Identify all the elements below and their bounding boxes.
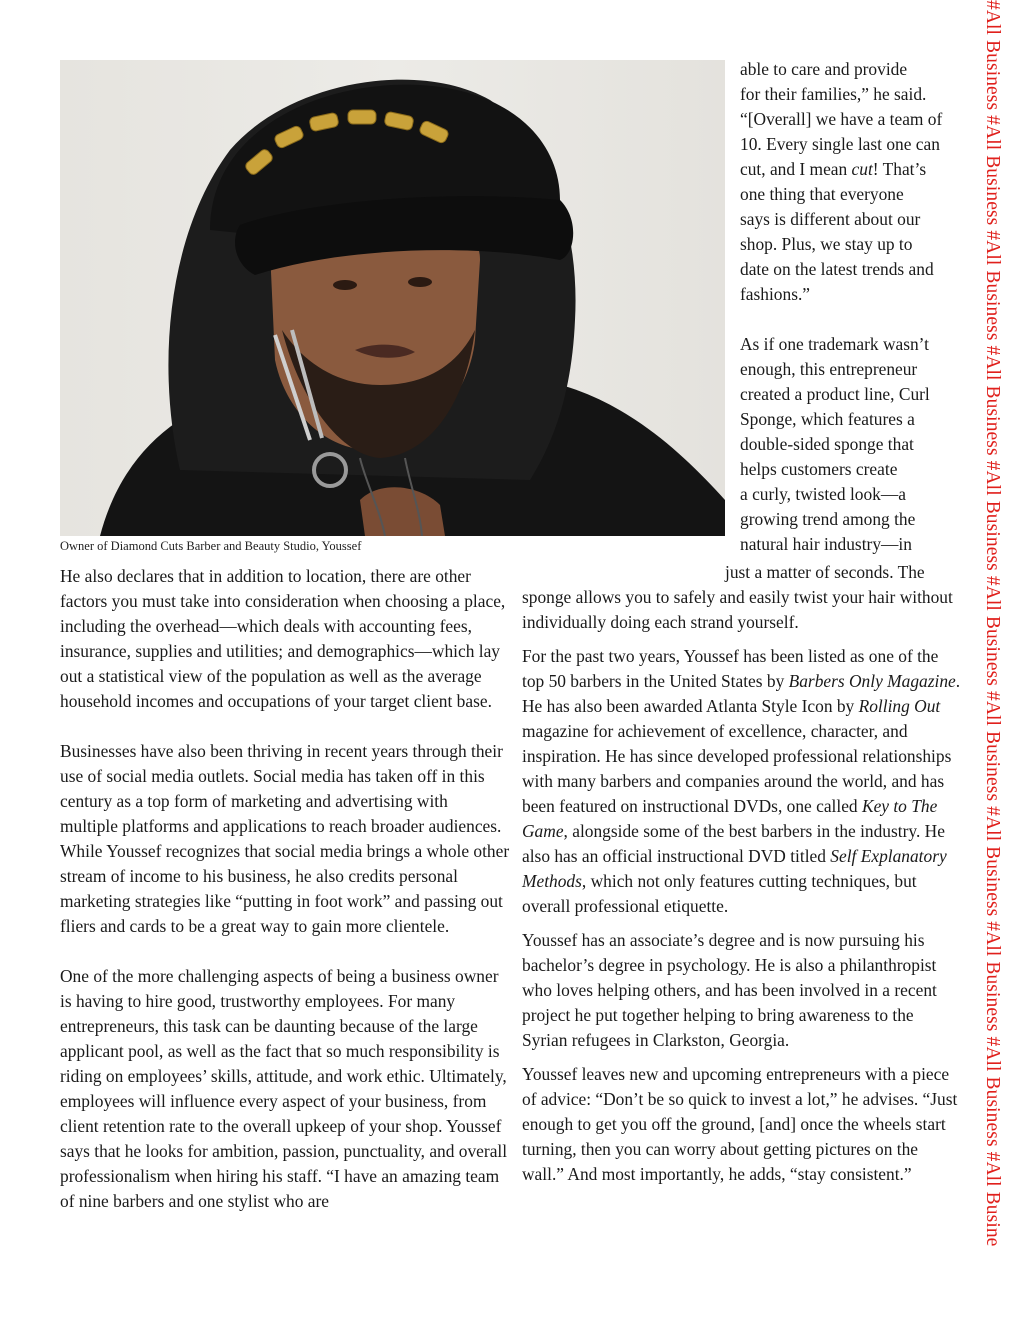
paragraph: Youssef leaves new and upcoming entrepreneurs with a piece of advice: “Don’t be so quick to invest a lot,” he advises. “Just enough to get you off the ground, [and] once the wheels start turning, then you can worry about getting pictures on the wall.” And most importantly, he adds, “stay consistent.” xyxy=(522,1064,958,1184)
text-fragment: cut, and I mean xyxy=(740,159,852,179)
portrait-illustration xyxy=(60,60,725,536)
paragraph: sponge allows you to safely and easily twist your hair without individually doing each strand yourself. xyxy=(522,587,953,632)
text-line: shop. Plus, we stay up to xyxy=(740,234,913,254)
section-sidebar xyxy=(980,0,1004,1325)
text-line: 10. Every single last one can xyxy=(740,134,940,154)
sidebar-label: #All Business #All Business #All Business #All Business #All Business #All Business #All Business #All Business #All Business #All Business #All Busine xyxy=(982,0,1003,1247)
text-line: says is different about our xyxy=(740,209,921,229)
photo-caption: Owner of Diamond Cuts Barber and Beauty Studio, Youssef xyxy=(60,539,362,553)
paragraph: Businesses have also been thriving in recent years through their use of social media outlets. Social media has taken off in this century as a top form of marketing and advertising with multiple platforms and applications to reach broader audiences. While Youssef recognizes that social media brings a whole other stream of income to his business, he also credits personal marketing strategies like “putting in foot work” and passing out fliers and cards to be a great way to gain more clientele. xyxy=(60,741,510,936)
right-column-main xyxy=(522,585,962,1187)
text-fragment: , which not only features cutting techniques, but overall professional etiquette. xyxy=(522,871,917,916)
paragraph xyxy=(522,644,962,919)
text-line: “[Overall] we have a team of xyxy=(740,109,943,129)
text-line: a curly, twisted look—a xyxy=(740,484,906,504)
emphasis-cut: cut xyxy=(851,159,873,179)
text-line: growing trend among the xyxy=(740,509,916,529)
text-fragment: , alongside some of the best barbers in the industry. He also has an official instructional DVD titled xyxy=(522,821,945,866)
title-key-to-the-game: Key to The Game xyxy=(522,796,938,841)
text-line: for their families,” he said. xyxy=(740,84,927,104)
text-fragment: magazine for achievement of excellence, character, and inspiration. He has since developed professional relationships with many barbers and companies around the world, and has been featured on instructional DVDs, one called xyxy=(522,721,952,816)
text-line: date on the latest trends and xyxy=(740,259,934,279)
paragraph: Youssef has an associate’s degree and is now pursuing his bachelor’s degree in psychology. He is also a philanthropist who loves helping others, and has been involved in a recent project he put together helping to bring awareness to the Syrian refugees in Clarkston, Georgia. xyxy=(522,930,937,1050)
title-rolling-out: Rolling Out xyxy=(858,696,941,716)
text-line: one thing that everyone xyxy=(740,184,904,204)
text-line: enough, this entrepreneur xyxy=(740,359,918,379)
text-line: able to care and provide xyxy=(740,59,908,79)
paragraph: He also declares that in addition to location, there are other factors you must take into consideration when choosing a place, including the overhead—which deals with accounting fees, insurance, supplies and utilities; and demographics—which lay out a statistical view of the population as well as the average household incomes and occupations of your target client base. xyxy=(60,566,506,711)
text-line: As if one trademark wasn’t xyxy=(740,334,929,354)
text-fragment: For the past two years, Youssef has been listed as one of the top 50 barbers in the United States by xyxy=(522,646,939,691)
text-line: fashions.” xyxy=(740,284,811,304)
left-column xyxy=(60,564,510,1214)
text-line: natural hair industry—in xyxy=(740,534,912,554)
text-line-wrap: just a matter of seconds. The xyxy=(725,562,925,582)
right-column-top xyxy=(740,57,980,557)
title-barbers-only: Barbers Only Magazine xyxy=(788,671,956,691)
title-self-explanatory: Self Explanatory Methods xyxy=(522,846,947,891)
text-fragment: . He has also been awarded Atlanta Style Icon by xyxy=(522,671,961,716)
text-line: helps customers create xyxy=(740,459,898,479)
text-fragment: ! That’s xyxy=(872,159,927,179)
text-line xyxy=(740,157,980,182)
paragraph: One of the more challenging aspects of being a business owner is having to hire good, trustworthy employees. For many entrepreneurs, this task can be daunting because of the large applicant pool, as well as the fact that so much responsibility is riding on employees’ skills, attitude, and work ethic. Ultimately, employees will influence every aspect of your business, from client retention rate to the overall upkeep of your shop. Youssef says that he looks for ambition, passion, punctuality, and overall professionalism when hiring his staff. “I have an amazing team of nine barbers and one stylist who are xyxy=(60,966,508,1211)
portrait-photo xyxy=(60,60,725,536)
text-line: Sponge, which features a xyxy=(740,409,915,429)
text-line: double-sided sponge that xyxy=(740,434,914,454)
text-line: created a product line, Curl xyxy=(740,384,930,404)
